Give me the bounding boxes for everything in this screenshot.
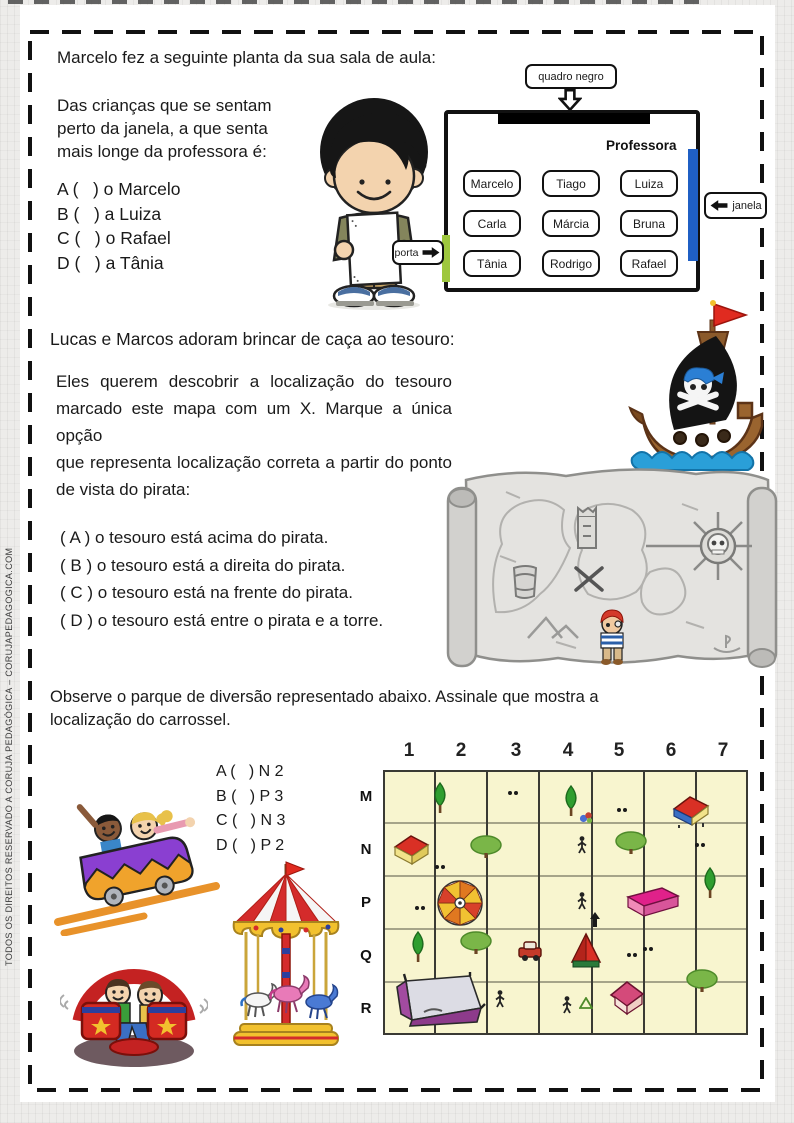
q2-option-c[interactable]: ( C ) o tesouro está na frente do pirata. xyxy=(60,583,353,602)
park-item-bush-Q2 xyxy=(459,931,493,955)
q2-prompt-line4: de vista do pirata: xyxy=(56,480,191,499)
grid-col-6: 6 xyxy=(665,740,677,761)
park-item-specks-Q6 xyxy=(642,946,655,953)
grid-col-5: 5 xyxy=(613,740,625,761)
arrow-left-icon xyxy=(709,199,729,212)
q3-option-d[interactable]: D ( ) P 2 xyxy=(216,836,285,854)
grid-row-m: M xyxy=(359,788,373,805)
q1-intro: Marcelo fez a seguinte planta da sua sala de aula: xyxy=(57,48,436,67)
park-item-specks-Q5 xyxy=(626,952,639,959)
park-item-person-P4 xyxy=(577,892,588,910)
desk-tiago: Tiago xyxy=(542,170,600,197)
park-item-specks-M3 xyxy=(507,790,520,797)
q2-prompt-line3: que representa localização correta a partir do ponto xyxy=(56,453,452,472)
boy-clipart xyxy=(296,94,452,312)
grid-row-p: P xyxy=(360,894,371,911)
park-item-specks-P1 xyxy=(414,905,427,912)
q2-option-a[interactable]: ( A ) o tesouro está acima do pirata. xyxy=(60,528,329,547)
q1-prompt-line3: mais longe da professora é: xyxy=(57,142,267,161)
grid-col-2: 2 xyxy=(455,740,467,761)
grid-row-r: R xyxy=(360,1000,372,1017)
park-item-person-R3 xyxy=(495,990,506,1008)
park-item-carousel-P2 xyxy=(437,880,483,926)
treasure-map-clipart xyxy=(436,452,788,682)
q2-intro: Lucas e Marcos adoram brincar de caça ao tesouro: xyxy=(50,329,455,349)
window-bar xyxy=(688,149,698,261)
grid-col-4: 4 xyxy=(562,740,574,761)
park-item-triangle-R4 xyxy=(579,997,593,1009)
park-item-specks-N7 xyxy=(694,842,707,849)
desk-bruna: Bruna xyxy=(620,210,678,237)
copyright-watermark: TODOS OS DIREITOS RESERVADO A CORUJA PEDAGÓGICA – CORUJAPEDAGOGICA.COM xyxy=(4,547,14,966)
grid-col-3: 3 xyxy=(510,740,522,761)
park-item-bush-Q7 xyxy=(685,969,719,993)
q3-option-a[interactable]: A ( ) N 2 xyxy=(216,763,284,780)
q1-option-d[interactable]: D ( ) a Tânia xyxy=(57,252,164,273)
q2-prompt-line1: Eles querem descobrir a localização do tesouro xyxy=(56,372,452,391)
q1-option-a[interactable]: A ( ) o Marcelo xyxy=(57,179,181,199)
park-item-pool-R1 xyxy=(390,972,486,1030)
q3-option-c[interactable]: C ( ) N 3 xyxy=(216,812,286,829)
desk-marcia: Márcia xyxy=(542,210,600,237)
park-item-flower-N4 xyxy=(579,811,594,826)
q1-option-c[interactable]: C ( ) o Rafael xyxy=(57,228,171,248)
door-label-text: porta xyxy=(394,246,419,259)
park-item-tree-Q1 xyxy=(407,931,429,963)
grid-row-q: Q xyxy=(360,947,372,964)
blackboard-bar xyxy=(498,113,650,124)
park-item-house-pink-R5 xyxy=(607,980,647,1016)
park-item-person-N4 xyxy=(577,836,588,854)
window-label-text: janela xyxy=(732,199,762,212)
park-grid-map xyxy=(383,770,748,1035)
door-label xyxy=(392,240,444,265)
q3-prompt-line1: Observe o parque de diversão representado abaixo. Assinale que mostra a xyxy=(50,688,599,706)
park-item-bush-N2 xyxy=(469,835,503,859)
window-label xyxy=(704,192,767,219)
top-edge-dashes xyxy=(8,0,708,4)
horse-blue xyxy=(306,985,338,1019)
arrow-right-icon xyxy=(421,246,441,259)
carousel-clipart xyxy=(226,860,346,1052)
q1-prompt-line2: perto da janela, a que senta xyxy=(57,119,268,138)
q3-option-b[interactable]: B ( ) P 3 xyxy=(216,787,284,805)
q2-option-b[interactable]: ( B ) o tesouro está a direita do pirata. xyxy=(60,555,346,575)
desk-tania: Tânia xyxy=(463,250,521,277)
desk-carla: Carla xyxy=(463,210,521,237)
park-item-house-blue-M6 xyxy=(669,795,713,829)
park-item-person-R4 xyxy=(562,996,573,1014)
grid-col-1: 1 xyxy=(403,740,415,761)
park-item-tree-P7 xyxy=(699,867,721,899)
blackboard-label xyxy=(525,64,617,89)
desk-rafael: Rafael xyxy=(620,250,678,277)
grid-col-7: 7 xyxy=(717,740,729,761)
park-item-car-Q3 xyxy=(516,940,544,962)
pirate-ship-clipart xyxy=(626,298,776,476)
q2-prompt-line2: marcado este mapa com um X. Marque a única opção xyxy=(56,399,452,445)
q1-option-b[interactable]: B ( ) a Luiza xyxy=(57,203,162,224)
park-item-tent-Q4 xyxy=(570,932,602,968)
teacher-label: Professora xyxy=(606,138,677,153)
q3-prompt-line2: localização do carrossel. xyxy=(50,711,231,729)
park-item-specks-N1 xyxy=(434,864,447,871)
park-item-house-red-N1 xyxy=(389,834,433,866)
park-item-tree-M1 xyxy=(429,782,451,814)
q2-option-d[interactable]: ( D ) o tesouro está entre o pirata e a torre. xyxy=(60,610,384,630)
desk-luiza: Luiza xyxy=(620,170,678,197)
q1-prompt-line1: Das crianças que se sentam xyxy=(57,96,272,115)
desk-marcelo: Marcelo xyxy=(463,170,521,197)
park-item-building-pink-P5 xyxy=(624,884,682,920)
roller-coaster-clipart xyxy=(52,786,224,936)
grid-row-n: N xyxy=(360,841,372,858)
blackboard-label-text: quadro negro xyxy=(538,70,604,83)
desk-rodrigo: Rodrigo xyxy=(542,250,600,277)
park-item-bush-N5 xyxy=(614,831,648,855)
spin-ride-clipart xyxy=(60,943,208,1073)
classroom-plan xyxy=(444,110,700,292)
park-item-arrow-up-P4 xyxy=(589,912,601,928)
park-item-specks-M5 xyxy=(616,807,629,814)
